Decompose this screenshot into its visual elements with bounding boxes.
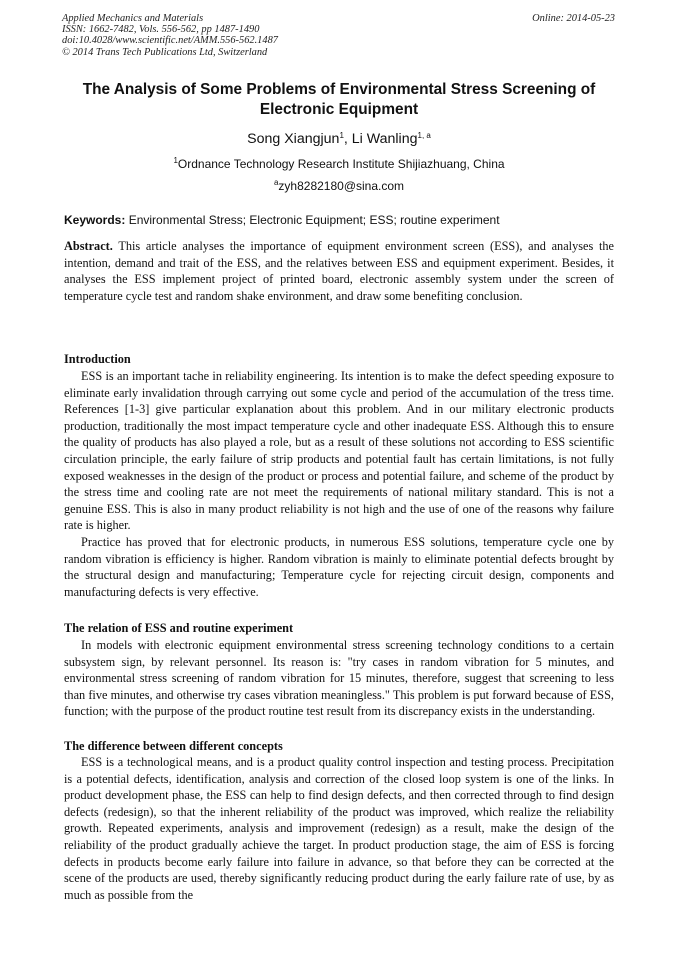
abstract-text: This article analyses the importance of equipment environment screen (ESS), and analyses the intention, demand and trait of the ESS, and the relatives between ESS and equipment experiment. Besides, it analyses the ESS implement project of printed board, electronic assembly system under the screen of temperature cycle test and random shake environment, and draw some benefiting conclusion. [64, 239, 614, 303]
keywords [64, 213, 624, 228]
keywords-label: Keywords: [64, 213, 126, 227]
email-text[interactable]: zyh8282180@sina.com [278, 179, 405, 193]
section-heading-introduction: Introduction [64, 352, 131, 366]
abstract-label: Abstract. [64, 239, 113, 253]
author-separator: , [343, 131, 352, 147]
affiliation-mark: 1 [173, 156, 178, 165]
abstract [64, 238, 614, 304]
author-email [0, 179, 678, 194]
online-date: Online: 2014-05-23 [532, 13, 615, 24]
issn-line: ISSN: 1662-7482, Vols. 556-562, pp 1487-1490 [62, 24, 260, 36]
paragraph: In models with electronic equipment environmental stress screening technology conditions to a certain subsystem sign, by relevant personnel. Its reason is: "try cases in random vibration for 5 minutes, and environmental stress screening of random vibration for 15 minutes, therefore, suggest that screening to less than five minutes, and otherwise try cases vibration meaningless." This problem is put forward because of ESS, function; with the purpose of the product routine test result from its discrepancy exists in the understanding. [64, 638, 614, 719]
author-line [0, 130, 678, 148]
author-2-affiliation-mark: 1, a [417, 131, 431, 140]
author-2: Li Wanling [351, 131, 418, 147]
affiliation [0, 157, 678, 172]
paragraph: ESS is an important tache in reliability engineering. Its intention is to make the defect speeding exposure to eliminate early invalidation through carrying out some cycle and period of the accumulation of the tress time. References [1-3] give particular explanation about this problem. And in our military electronic products production, traditionally the most impact temperature cycle and other inadequate ESS. Although this to ensure the quality of products has also played a role, but as a result of these solutions not according to ESS scientific circulation principle, the early failure of strip products and potential fault has certain limitations, is not fully exposed weaknesses in the design of the product or process and potential failure, and scheme of the product by the stress time and cooling rate are not meet the requirements of national military standard. This is not a genuine ESS. This is also in many product reliability is not high and the use of one of the reasons why failure rate is higher. [64, 369, 614, 533]
paragraph: Practice has proved that for electronic products, in numerous ESS solutions, temperature cycle one by random vibration is efficiency is higher. Random vibration is mainly to eliminate potential defects brought by the structural design and manufacturing; Temperature cycle for rejecting circuit design, components and manufacturing defects is very effective. [64, 535, 614, 599]
section-heading-relation: The relation of ESS and routine experiment [64, 621, 294, 635]
copyright-line: © 2014 Trans Tech Publications Ltd, Switzerland [62, 46, 268, 58]
keywords-text: Environmental Stress; Electronic Equipment; ESS; routine experiment [125, 213, 500, 227]
paper-title: The Analysis of Some Problems of Environmental Stress Screening of Electronic Equipment [82, 81, 596, 118]
author-1: Song Xiangjun [247, 131, 340, 147]
section-heading-difference: The difference between different concepts [64, 739, 283, 753]
journal-header [62, 13, 615, 58]
paragraph: ESS is a technological means, and is a product quality control inspection and testing process. Precipitation is a potential defects, identification, analysis and correction of the closed loop system is one of the links. In product development phase, the ESS can help to find design defects, and then corrected through to find design defects (redesign), so that the inherent reliability of the product was improved, which realize the reliability growth. Repeated experiments, analysis and improvement (redesign) as a result, make the design of the reliability of the product gradually achieve the target. In product production stage, the aim of ESS is forcing defects in products become early failure into failure in advance, so that before they can be corrected at the scene of the products are used, thereby significantly reducing product during the early failure rate of use, by as much as possible from the [64, 755, 614, 902]
affiliation-text: Ordnance Technology Research Institute Shijiazhuang, China [177, 157, 505, 171]
doi-line: doi:10.4028/www.scientific.net/AMM.556-562.1487 [62, 35, 278, 47]
journal-name: Applied Mechanics and Materials [62, 13, 204, 24]
author-1-affiliation-mark: 1 [339, 131, 344, 140]
email-mark: a [273, 178, 279, 187]
